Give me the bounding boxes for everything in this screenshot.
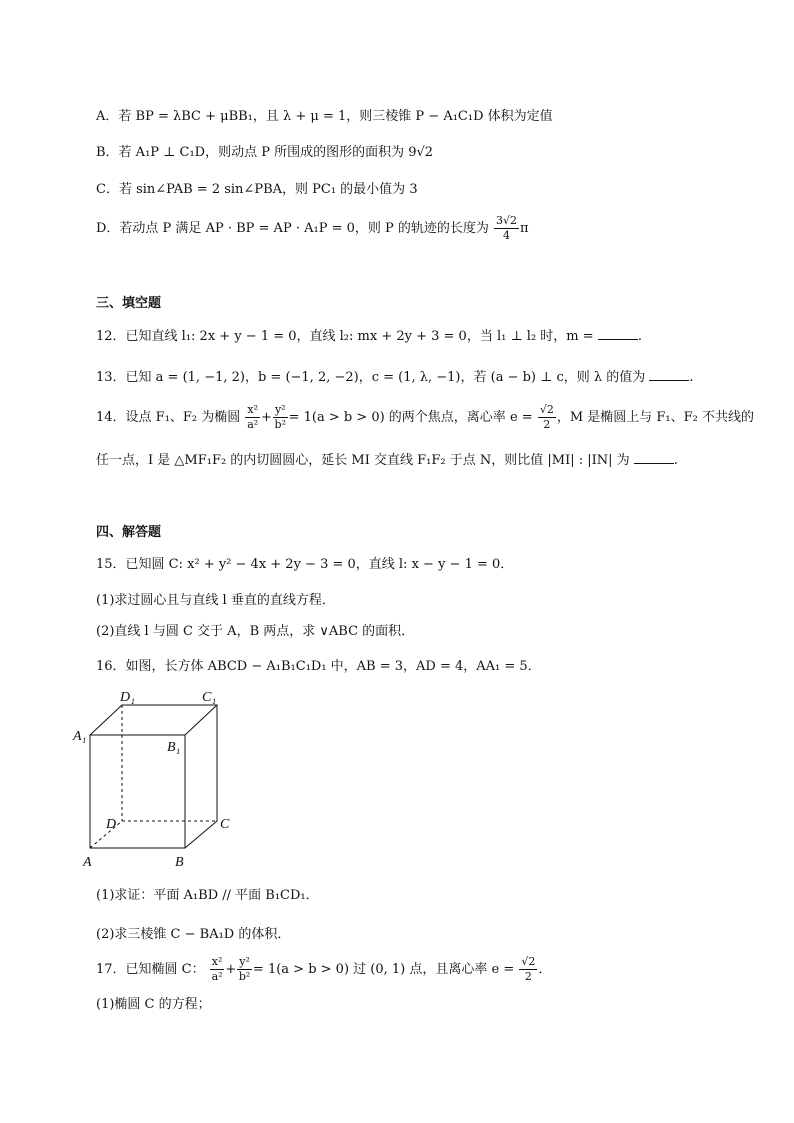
question-15: 15．已知圆 C: x² + y² − 4x + 2y − 3 = 0，直线 l: x − y − 1 = 0． — [96, 557, 514, 572]
question-14-text-d: 任一点，I 是 △MF₁F₂ 的内切圆圆心，延长 MI 交直线 F₁F₂ 于点 N，则比值 |MI| : |IN| 为 — [96, 453, 630, 468]
question-14-text-a: 14．设点 F₁、F₂ 为椭圆 — [96, 410, 241, 425]
fraction-e — [538, 403, 556, 432]
option-b: B．若 A₁P ⊥ C₁D，则动点 P 所围成的图形的面积为 9√2 — [96, 145, 434, 160]
fraction-denominator: b² — [274, 418, 286, 431]
vertex-label-d1: D₁ — [120, 690, 135, 705]
answer-blank — [634, 451, 674, 464]
question-15-part-1: (1)求过圆心且与直线 l 垂直的直线方程． — [96, 593, 335, 608]
question-15-part-2: (2)直线 l 与圆 C 交于 A，B 两点，求 ∨ABC 的面积． — [96, 624, 415, 639]
vertex-label-c: C — [220, 817, 230, 832]
question-12 — [96, 327, 642, 347]
fraction-x — [245, 403, 260, 432]
option-d-text: D．若动点 P 满足 AP · BP = AP · A₁P = 0，则 P 的轨迹的长度为 — [96, 221, 489, 236]
fraction-denominator: a² — [211, 970, 223, 983]
vertex-label-c1: C₁ — [202, 690, 217, 705]
plus-sign: + — [225, 962, 237, 977]
fraction-denominator: 4 — [503, 229, 511, 242]
question-13-text: 13．已知 a = (1, −1, 2)，b = (−1, 2, −2)，c = (1, λ, −1)，若 (a − b) ⊥ c，则 λ 的值为 — [96, 370, 646, 385]
option-d-fraction — [494, 214, 519, 243]
question-13 — [96, 368, 694, 388]
question-16-part-1: (1)求证：平面 A₁BD // 平面 B₁CD₁． — [96, 888, 319, 903]
question-14 — [96, 403, 754, 433]
vertex-label-b: B — [175, 855, 184, 870]
question-17-text-b: = 1(a > b > 0) 过 (0, 1) 点，且离心率 e = — [252, 962, 515, 977]
question-14-text-b: = 1(a > b > 0) 的两个焦点，离心率 e = — [288, 410, 533, 425]
fraction-denominator: b² — [238, 970, 251, 983]
question-13-end: . — [689, 370, 694, 385]
fraction-numerator: y² — [239, 955, 250, 968]
option-d — [96, 214, 529, 243]
question-17-part-1: (1)椭圆 C 的方程； — [96, 997, 211, 1012]
fraction-y — [237, 955, 252, 984]
fraction-e — [519, 955, 537, 984]
fraction-numerator: x² — [247, 403, 259, 416]
vertex-label-a: A — [83, 855, 92, 870]
question-14-line-2 — [96, 451, 678, 471]
fraction-numerator: y² — [274, 403, 286, 416]
fraction-denominator: 2 — [543, 418, 551, 431]
question-17-end: ． — [538, 962, 552, 977]
question-17 — [96, 955, 551, 985]
answer-blank — [598, 327, 638, 340]
option-c: C．若 sin∠PAB = 2 sin∠PBA，则 PC₁ 的最小值为 3 — [96, 182, 418, 197]
vertex-label-b1: B₁ — [167, 740, 181, 755]
vertex-label-d: D — [106, 817, 117, 832]
section-3-heading: 三、填空题 — [96, 296, 162, 311]
fraction-numerator: √2 — [521, 955, 536, 968]
vertex-label-a1: A₁ — [73, 729, 87, 744]
section-4-heading: 四、解答题 — [96, 525, 162, 540]
plus-sign: + — [261, 410, 272, 425]
question-16: 16．如图，长方体 ABCD − A₁B₁C₁D₁ 中，AB = 3，AD = 4，AA₁ = 5． — [96, 659, 541, 674]
fraction-numerator: 3√2 — [496, 214, 518, 227]
fraction-denominator: 2 — [524, 970, 532, 983]
question-14-text-c: ，M 是椭圆上与 F₁、F₂ 不共线的 — [556, 410, 754, 425]
question-12-end: . — [637, 329, 642, 344]
question-12-text: 12．已知直线 l₁: 2x + y − 1 = 0，直线 l₂: mx + 2y + 3 = 0，当 l₁ ⊥ l₂ 时，m = — [96, 329, 594, 344]
fraction-x — [210, 955, 225, 984]
fraction-y — [273, 403, 288, 432]
fraction-denominator: a² — [247, 418, 259, 431]
question-16-part-2: (2)求三棱锥 C − BA₁D 的体积． — [96, 927, 291, 942]
question-17-text-a: 17．已知椭圆 C： — [96, 962, 205, 977]
answer-blank — [649, 368, 689, 381]
question-14-end: . — [673, 453, 678, 468]
cuboid-figure — [70, 688, 240, 873]
option-a: A．若 BP = λBC + μBB₁，且 λ + μ = 1，则三棱锥 P − A₁C₁D 体积为定值 — [96, 109, 553, 124]
fraction-numerator: x² — [211, 955, 223, 968]
fraction-numerator: √2 — [539, 403, 554, 416]
top-right-edge — [185, 705, 217, 735]
option-d-pi: π — [520, 221, 529, 236]
